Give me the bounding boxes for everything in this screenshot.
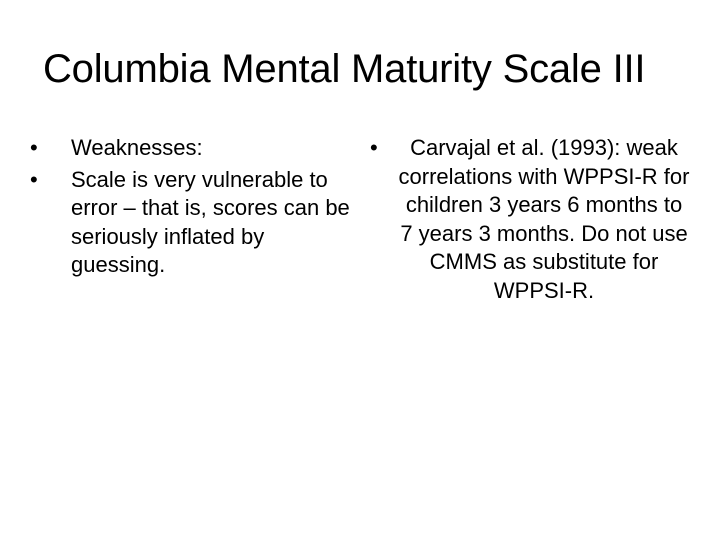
bullet-icon: • <box>30 166 38 192</box>
bullet-item <box>30 134 360 163</box>
bullet-text: Weaknesses: <box>71 135 203 160</box>
left-column <box>30 134 360 283</box>
bullet-item <box>30 166 360 280</box>
bullet-item <box>370 134 690 305</box>
right-bullet-list <box>370 134 690 305</box>
bullet-text: Scale is very vulnerable to error – that is, scores can be seriously inflated by guessing. <box>71 166 350 277</box>
bullet-text: Carvajal et al. (1993): weak correlations with WPPSI-R for children 3 years 6 months to 7 years 3 months. Do not use CMMS as substitute for WPPSI-R. <box>398 135 690 303</box>
bullet-icon: • <box>370 135 378 160</box>
right-column <box>370 134 690 308</box>
left-bullet-list <box>30 134 360 280</box>
bullet-icon: • <box>30 135 38 160</box>
slide-title: Columbia Mental Maturity Scale III <box>43 47 646 91</box>
